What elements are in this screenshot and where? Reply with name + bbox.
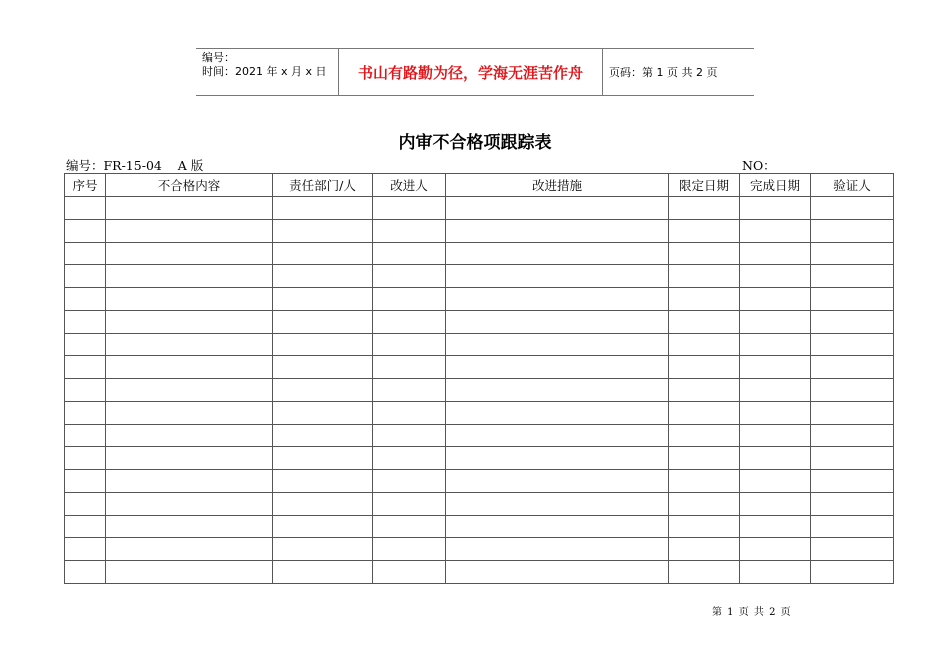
table-cell[interactable] [669,515,740,538]
table-cell[interactable] [740,265,811,288]
table-cell[interactable] [65,310,106,333]
table-cell[interactable] [446,538,669,561]
table-body [65,197,894,584]
table-cell[interactable] [446,470,669,493]
table-cell[interactable] [273,310,373,333]
table-cell[interactable] [106,219,273,242]
table-cell[interactable] [811,515,894,538]
table-cell[interactable] [65,492,106,515]
table-cell[interactable] [106,310,273,333]
table-cell[interactable] [811,470,894,493]
table-row [65,470,894,493]
table-cell[interactable] [273,197,373,220]
table-cell[interactable] [811,538,894,561]
table-cell[interactable] [273,447,373,470]
table-cell[interactable] [669,492,740,515]
table-cell[interactable] [669,333,740,356]
table-cell[interactable] [669,242,740,265]
table-cell[interactable] [273,401,373,424]
table-cell[interactable] [446,219,669,242]
table-cell[interactable] [446,515,669,538]
table-row [65,219,894,242]
column-header: 完成日期 [740,174,811,197]
table-row [65,538,894,561]
table-cell[interactable] [740,447,811,470]
table-row [65,492,894,515]
table-cell[interactable] [811,197,894,220]
table-cell[interactable] [373,515,446,538]
table-cell[interactable] [273,265,373,288]
table-cell[interactable] [740,561,811,584]
table-cell[interactable] [273,515,373,538]
table-cell[interactable] [811,356,894,379]
table-cell[interactable] [65,447,106,470]
header-slogan: 书山有路勤为径，学海无涯苦作舟 [338,49,603,95]
table-cell[interactable] [373,219,446,242]
table-cell[interactable] [811,492,894,515]
table-cell[interactable] [446,447,669,470]
table-cell[interactable] [65,219,106,242]
table-cell[interactable] [740,379,811,402]
table-cell[interactable] [740,515,811,538]
table-cell[interactable] [446,561,669,584]
table-cell[interactable] [446,356,669,379]
table-cell[interactable] [106,447,273,470]
table-cell[interactable] [740,492,811,515]
column-header: 不合格内容 [106,174,273,197]
document-title: 内审不合格项跟踪表 [398,133,552,153]
table-cell[interactable] [373,447,446,470]
table-cell[interactable] [65,356,106,379]
table-cell[interactable] [373,424,446,447]
column-header: 序号 [65,174,106,197]
table-row [65,561,894,584]
table-cell[interactable] [273,288,373,311]
table-cell[interactable] [106,242,273,265]
table-cell[interactable] [669,447,740,470]
table-cell[interactable] [106,561,273,584]
table-cell[interactable] [373,538,446,561]
table-row [65,288,894,311]
table-cell[interactable] [446,288,669,311]
page-footer: 第 1 页 共 2 页 [712,607,792,618]
table-cell[interactable] [273,538,373,561]
table-cell[interactable] [669,310,740,333]
table-cell[interactable] [273,424,373,447]
table-cell[interactable] [65,265,106,288]
page-header [196,48,754,96]
table-cell[interactable] [811,401,894,424]
table-cell[interactable] [373,379,446,402]
table-cell[interactable] [669,401,740,424]
table-cell[interactable] [811,288,894,311]
table-row [65,242,894,265]
table-cell[interactable] [106,424,273,447]
table-cell[interactable] [106,356,273,379]
table-cell[interactable] [65,379,106,402]
table-cell[interactable] [669,288,740,311]
table-cell[interactable] [65,538,106,561]
table-cell[interactable] [669,538,740,561]
table-cell[interactable] [669,219,740,242]
table-row [65,333,894,356]
table-cell[interactable] [811,265,894,288]
table-cell[interactable] [373,401,446,424]
table-cell[interactable] [106,197,273,220]
table-cell[interactable] [811,219,894,242]
table-cell[interactable] [65,197,106,220]
table-cell[interactable] [811,424,894,447]
table-cell[interactable] [106,470,273,493]
table-cell[interactable] [373,242,446,265]
table-cell[interactable] [373,197,446,220]
table-cell[interactable] [106,333,273,356]
table-cell[interactable] [669,379,740,402]
table-cell[interactable] [740,219,811,242]
table-cell[interactable] [740,333,811,356]
table-cell[interactable] [446,242,669,265]
header-page-label: 页码：第 1 页 共 2 页 [609,66,718,79]
table-cell[interactable] [446,492,669,515]
table-cell[interactable] [373,288,446,311]
table-cell[interactable] [446,424,669,447]
table-cell[interactable] [373,492,446,515]
table-cell[interactable] [273,470,373,493]
table-cell[interactable] [106,379,273,402]
table-cell[interactable] [446,197,669,220]
table-cell[interactable] [273,219,373,242]
table-cell[interactable] [65,333,106,356]
table-cell[interactable] [740,310,811,333]
table-cell[interactable] [446,333,669,356]
header-number-label: 编号： [202,51,235,64]
table-cell[interactable] [65,515,106,538]
header-info [196,49,338,95]
table-cell[interactable] [740,424,811,447]
table-cell[interactable] [740,538,811,561]
table-cell[interactable] [740,356,811,379]
form-number: 编号：FR-15-04 A 版 [66,158,204,173]
table-cell[interactable] [669,561,740,584]
table-cell[interactable] [811,310,894,333]
table-cell[interactable] [273,333,373,356]
table-cell[interactable] [273,242,373,265]
table-row [65,515,894,538]
column-header: 改进人 [373,174,446,197]
table-cell[interactable] [811,561,894,584]
table-cell[interactable] [106,515,273,538]
table-cell[interactable] [106,288,273,311]
table-cell[interactable] [373,310,446,333]
table-row [65,401,894,424]
table-row [65,265,894,288]
table-cell[interactable] [373,265,446,288]
table-cell[interactable] [669,470,740,493]
table-cell[interactable] [669,356,740,379]
table-cell[interactable] [811,447,894,470]
column-header: 验证人 [811,174,894,197]
table-cell[interactable] [740,197,811,220]
table-row [65,424,894,447]
table-cell[interactable] [106,265,273,288]
table-cell[interactable] [373,470,446,493]
table-cell[interactable] [740,401,811,424]
tracking-table [64,173,894,584]
table-cell[interactable] [273,356,373,379]
table-cell[interactable] [65,561,106,584]
table-cell[interactable] [811,379,894,402]
table-cell[interactable] [373,333,446,356]
table-cell[interactable] [273,492,373,515]
table-cell[interactable] [446,379,669,402]
table-row [65,447,894,470]
table-cell[interactable] [106,538,273,561]
column-header: 改进措施 [446,174,669,197]
table-cell[interactable] [740,470,811,493]
table-cell[interactable] [811,333,894,356]
table-row [65,310,894,333]
table-cell[interactable] [65,470,106,493]
table-cell[interactable] [740,288,811,311]
table-cell[interactable] [669,424,740,447]
table-cell[interactable] [446,401,669,424]
table-cell[interactable] [373,356,446,379]
header-time-label: 时间：2021 年 x 月 x 日 [202,65,327,78]
table-cell[interactable] [273,379,373,402]
table-cell[interactable] [273,561,373,584]
table-cell[interactable] [669,197,740,220]
table-cell[interactable] [446,265,669,288]
table-cell[interactable] [65,401,106,424]
table-row [65,379,894,402]
form-meta [66,156,894,172]
column-header: 责任部门/人 [273,174,373,197]
table-row [65,356,894,379]
table-cell[interactable] [106,401,273,424]
column-header: 限定日期 [669,174,740,197]
table-cell[interactable] [373,561,446,584]
no-label: NO： [742,158,776,173]
table-cell[interactable] [65,424,106,447]
table-cell[interactable] [446,310,669,333]
table-cell[interactable] [65,288,106,311]
table-cell[interactable] [65,242,106,265]
table-cell[interactable] [669,265,740,288]
table-cell[interactable] [106,492,273,515]
table-cell[interactable] [811,242,894,265]
table-header-row [65,174,894,197]
table-row [65,197,894,220]
table-cell[interactable] [740,242,811,265]
